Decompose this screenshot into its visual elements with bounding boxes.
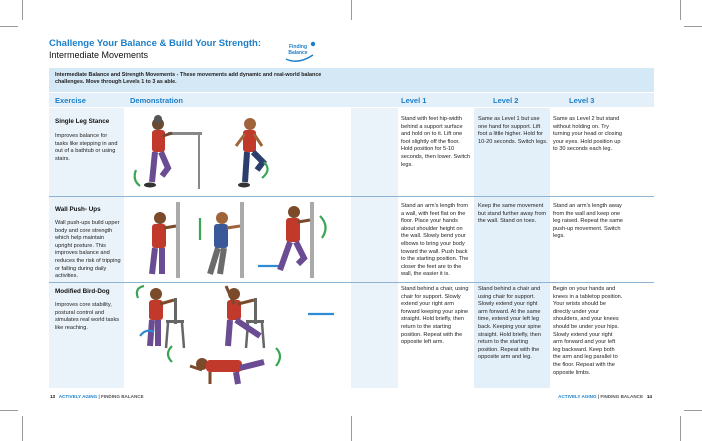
crop-mark — [351, 0, 352, 20]
intro-band-continued — [351, 68, 654, 92]
footer-separator-left: | — [98, 394, 100, 399]
footer-subtitle-right: FINDING BALANCE — [600, 394, 644, 399]
footer-right — [558, 394, 652, 399]
single-leg-stance-level2: Same as Level 1 but use one hand for support. Lift foot a little higher. Hold for 10-20 seconds. Switch legs. — [478, 116, 548, 145]
intro-band: Intermediate Balance and Strength Movements - These movements add dynamic and real-world balance challenges. Move through Levels 1 to 3 as able. — [49, 68, 351, 92]
crop-mark — [22, 0, 23, 20]
modified-bird-dog-level3: Begin on your hands and knees in a tabletop position. Your wrists should be directly under your shoulders, and your knees should be under your hips. Slowly extend your right arm forward and your left leg backward. Keep both the arm and leg parallel to the floor. Repeat with the opposite limbs. — [553, 286, 623, 376]
footer-separator-right: | — [597, 394, 600, 399]
crop-mark — [351, 416, 352, 441]
right-page — [351, 26, 680, 410]
wall-push-ups-illustration — [130, 198, 335, 280]
header-level1: Level 1 — [401, 96, 427, 105]
single-leg-stance-level1: Stand with feet hip-width behind a support surface and hold on to it. Lift one foot slightly off the floor. Hold position for 5-10 seconds, then lower. Switch legs. — [401, 116, 471, 168]
exercise-desc-modified-bird-dog: Improves core stability, postural control and simulates real world tasks like reaching. — [55, 302, 120, 331]
single-leg-stance-illustration — [130, 110, 280, 192]
header-demonstration: Demonstration — [130, 96, 183, 105]
page-number-right: 14 — [646, 394, 652, 399]
exercise-column-continued — [351, 108, 398, 388]
modified-bird-dog-illustration — [130, 284, 345, 388]
wall-push-ups-level2: Keep the same movement but stand further away from the wall. Stand on toes. — [478, 203, 547, 225]
header-level3: Level 3 — [569, 96, 595, 105]
row-divider — [49, 196, 351, 197]
finding-balance-logo — [283, 35, 319, 65]
crop-mark — [0, 26, 18, 27]
wall-push-ups-level3: Stand an arm's length away from the wall and keep one leg raised. Repeat the same push-up movement. Switch legs. — [553, 203, 623, 240]
crop-mark — [22, 416, 23, 441]
page-subtitle: Intermediate Movements — [49, 50, 149, 60]
footer-brand-right: ACTIVELY AGING — [558, 394, 597, 399]
footer-subtitle-left: FINDING BALANCE — [101, 394, 144, 399]
crop-mark — [680, 416, 681, 441]
row-divider — [351, 196, 654, 197]
wall-push-ups-level1 — [401, 203, 471, 279]
table-header-left — [49, 93, 351, 107]
wall-push-ups-level1-steps: Stand an arm's length from a wall, with feet flat on the floor. Place your hands about shoulder height on the wall. Slowly bend your elbows to bring your body toward the wall. Push back to the starting position. — [401, 203, 468, 263]
page-title: Challenge Your Balance & Build Your Strength: — [49, 38, 262, 49]
crop-mark — [680, 0, 681, 20]
logo-text: Finding Balance — [288, 44, 308, 56]
row-divider — [49, 282, 351, 283]
header-level2: Level 2 — [493, 96, 519, 105]
header-exercise: Exercise — [55, 96, 86, 105]
wall-push-ups-level1-note: The closer the feet are to the wall, the easier it is. — [401, 256, 469, 278]
left-page — [22, 26, 351, 410]
footer-brand-left: ACTIVELY AGING — [58, 394, 98, 399]
exercise-name-single-leg-stance: Single Leg Stance — [55, 118, 110, 125]
exercise-name-modified-bird-dog: Modified Bird-Dog — [55, 288, 110, 295]
crop-mark — [0, 410, 18, 411]
single-leg-stance-level3: Same as Level 2 but stand without holding on. Try turning your head or closing your eyes. Hold position up to 30 seconds each leg. — [553, 116, 623, 153]
crop-mark — [684, 410, 702, 411]
crop-mark — [684, 26, 702, 27]
modified-bird-dog-level2: Stand behind a chair and using chair for support. Slowly extend your right arm forward. At the same time, extend your left leg back. Keeping your spine straight. Hold briefly, then return to the starting position. Repeat with the opposite arm and leg. — [478, 286, 542, 361]
footer-left — [50, 394, 144, 399]
page-number-left: 13 — [50, 394, 56, 399]
modified-bird-dog-level1: Stand behind a chair, using chair for support. Slowly extend your right arm forward keeping your spine straight. Hold briefly, then return to the starting position. Repeat with the opposite left arm. — [401, 286, 469, 346]
exercise-desc-single-leg-stance: Improves balance for tasks like stepping in and out of a bathtub or using stairs. — [55, 133, 118, 162]
row-divider — [351, 282, 654, 283]
exercise-desc-wall-push-ups: Wall push-ups build upper body and core strength which help maintain upright posture. This improves balance and reduces the risk of tripping or falling during daily activities. — [55, 220, 121, 280]
exercise-name-wall-push-ups: Wall Push- Ups — [55, 206, 101, 213]
